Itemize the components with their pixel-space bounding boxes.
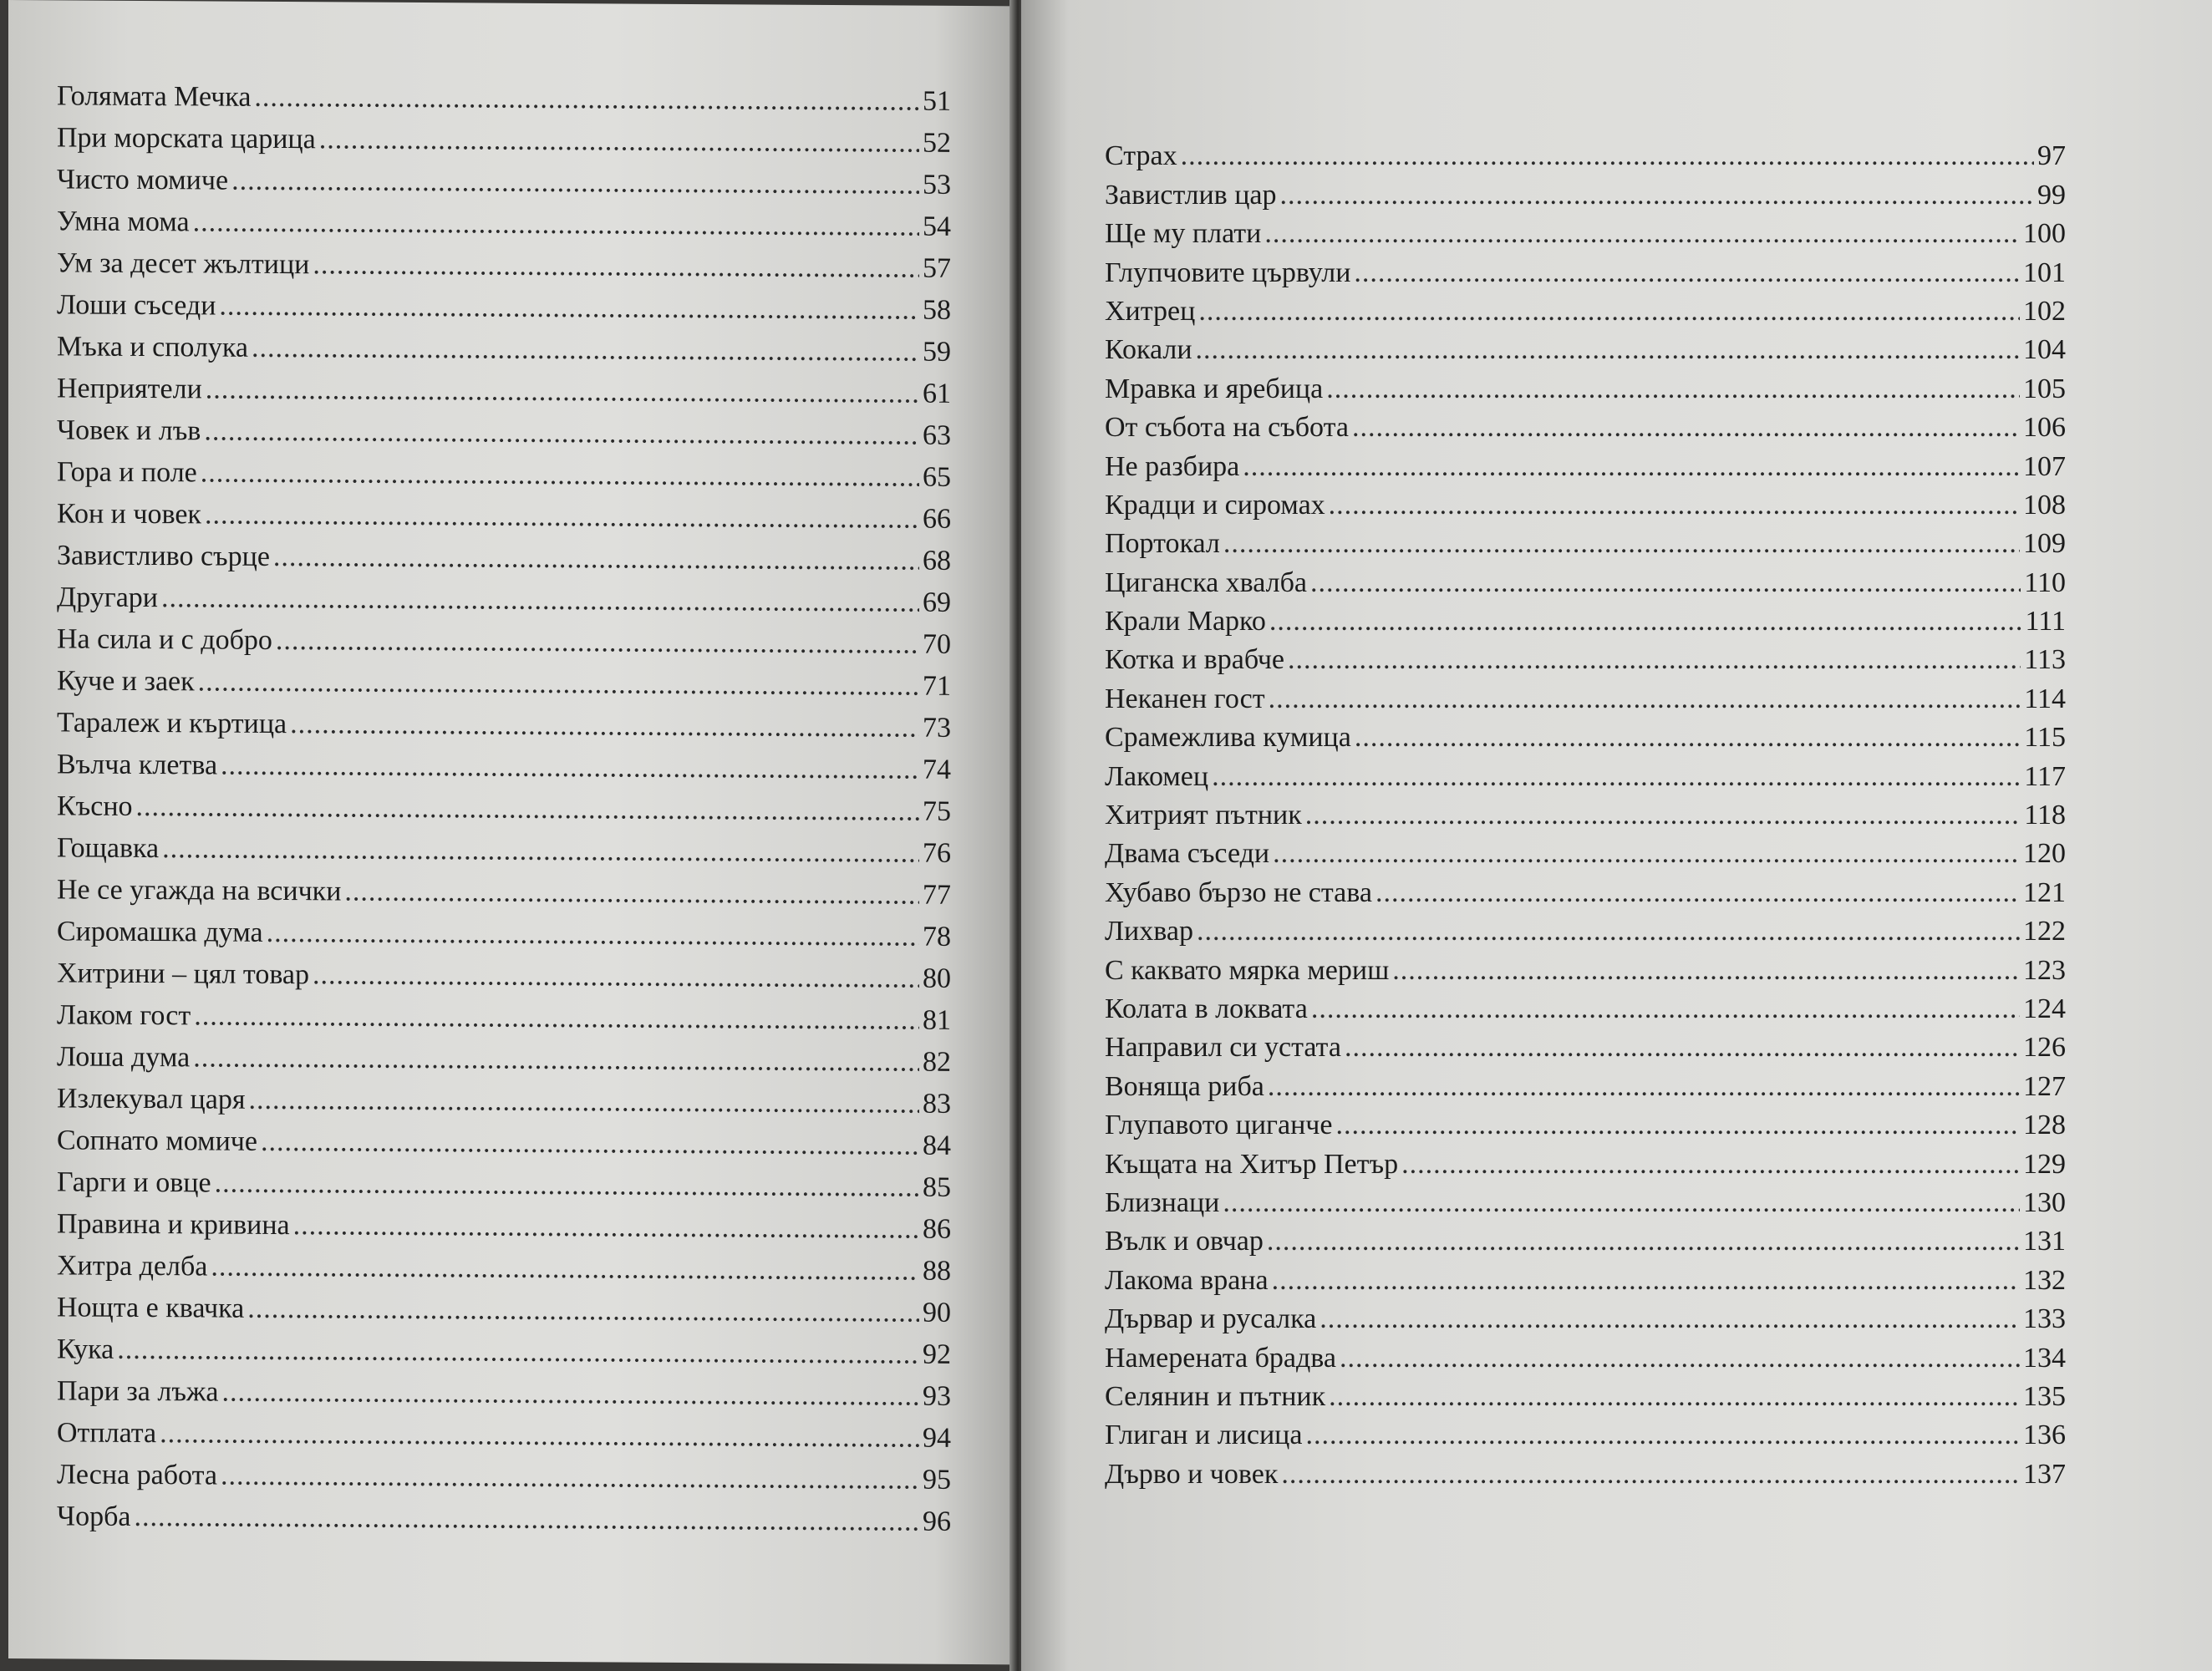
toc-entry-title: Гора и поле xyxy=(57,456,197,489)
dot-leader xyxy=(313,251,919,282)
toc-entry-title: Куче и заек xyxy=(57,665,195,698)
toc-entry xyxy=(1105,442,2066,480)
dot-leader xyxy=(193,208,919,241)
dot-leader xyxy=(1197,917,2020,946)
toc-entry-title: Мъка и сполука xyxy=(57,331,249,363)
toc-entry xyxy=(57,779,951,826)
toc-entry-page-number: 65 xyxy=(923,461,951,493)
toc-entry-page-number: 107 xyxy=(2023,450,2066,482)
toc-entry-title: Голямата Мечка xyxy=(57,80,252,113)
dot-leader xyxy=(193,1044,919,1076)
toc-entry-title: Отплата xyxy=(57,1417,157,1450)
toc-entry-title: Умна мома xyxy=(57,206,190,238)
toc-entry-page-number: 99 xyxy=(2037,179,2066,211)
toc-entry xyxy=(57,236,951,283)
toc-entry xyxy=(57,69,951,116)
toc-entry xyxy=(57,1155,951,1202)
toc-entry-page-number: 88 xyxy=(923,1255,951,1287)
toc-entry-title: Лаком гост xyxy=(57,999,191,1032)
toc-entry-page-number: 81 xyxy=(923,1004,951,1036)
toc-entry-title: Намерената брадва xyxy=(1105,1342,1336,1374)
toc-entry-page-number: 69 xyxy=(923,587,951,618)
toc-entry-title: Лесна работа xyxy=(57,1459,217,1491)
toc-entry-title: Циганска хвалба xyxy=(1105,566,1308,598)
toc-entry xyxy=(57,194,951,241)
dot-leader xyxy=(117,1336,919,1369)
toc-entry-title: Селянин и пътник xyxy=(1105,1380,1326,1412)
toc-entry-page-number: 83 xyxy=(923,1088,951,1120)
toc-entry-page-number: 104 xyxy=(2023,334,2066,366)
toc-entry-page-number: 113 xyxy=(2024,644,2066,676)
toc-entry-title: Близнаци xyxy=(1105,1186,1220,1218)
dot-leader xyxy=(219,292,919,325)
toc-entry-title: Таралеж и къртица xyxy=(57,707,287,740)
dot-leader xyxy=(215,1170,919,1202)
toc-entry-title: От събота на събота xyxy=(1105,412,1349,444)
toc-entry-page-number: 109 xyxy=(2023,528,2066,560)
toc-entry-page-number: 92 xyxy=(923,1338,951,1370)
toc-entry xyxy=(57,1405,951,1453)
toc-entry-page-number: 127 xyxy=(2023,1070,2066,1102)
toc-entry xyxy=(1105,1217,2066,1256)
toc-entry xyxy=(1105,1411,2066,1450)
dot-leader xyxy=(1281,1460,2020,1489)
toc-entry-title: Вълк и овчар xyxy=(1105,1226,1264,1257)
toc-entry-title: Вълча клетва xyxy=(57,749,218,781)
toc-entry-title: Лоша дума xyxy=(57,1041,191,1074)
toc-entry-title: Лакома врана xyxy=(1105,1264,1269,1296)
toc-entry-page-number: 100 xyxy=(2023,218,2066,250)
toc-entry-title: Крали Марко xyxy=(1105,606,1266,637)
toc-entry-page-number: 97 xyxy=(2037,140,2066,172)
toc-entry-page-number: 84 xyxy=(923,1130,951,1161)
toc-entry-page-number: 63 xyxy=(923,419,951,451)
toc-entry-title: Глиган и лисица xyxy=(1105,1420,1303,1451)
toc-entry-title: Излекувал царя xyxy=(57,1083,246,1115)
toc-entry-title: Дърво и човек xyxy=(1105,1458,1279,1490)
dot-leader xyxy=(1305,1421,2020,1450)
dot-leader xyxy=(344,877,919,909)
dot-leader xyxy=(1269,685,2021,714)
toc-entry-title: Дървар и русалка xyxy=(1105,1303,1317,1335)
dot-leader xyxy=(1329,491,2020,520)
dot-leader xyxy=(198,668,919,700)
toc-entry-page-number: 135 xyxy=(2023,1380,2066,1412)
dot-leader xyxy=(1335,1111,2020,1140)
toc-entry xyxy=(1105,1140,2066,1178)
toc-entry-title: Сиромашка дума xyxy=(57,916,263,948)
toc-entry xyxy=(1105,404,2066,442)
toc-entry-page-number: 121 xyxy=(2023,876,2066,908)
toc-entry xyxy=(1105,1450,2066,1488)
dot-leader xyxy=(1340,1344,2020,1373)
toc-entry-title: Страх xyxy=(1105,140,1177,172)
dot-leader xyxy=(1273,840,2020,868)
dot-leader xyxy=(1305,801,2021,830)
toc-entry xyxy=(1105,170,2066,209)
toc-entry xyxy=(57,612,951,659)
toc-entry xyxy=(57,1280,951,1328)
toc-entry-title: Хубаво бързо не става xyxy=(1105,876,1372,908)
toc-entry-title: Другари xyxy=(57,582,158,614)
toc-entry-page-number: 131 xyxy=(2023,1226,2066,1257)
toc-entry-page-number: 133 xyxy=(2023,1303,2066,1335)
dot-leader xyxy=(205,500,919,533)
toc-entry-page-number: 102 xyxy=(2023,295,2066,327)
toc-entry-page-number: 118 xyxy=(2024,800,2066,831)
toc-entry-page-number: 115 xyxy=(2024,722,2066,754)
toc-entry-title: Срамежлива кумица xyxy=(1105,722,1351,754)
dot-leader xyxy=(206,375,919,408)
toc-entry-page-number: 66 xyxy=(923,503,951,535)
dot-leader xyxy=(293,1211,919,1244)
dot-leader xyxy=(267,919,919,952)
toc-entry-page-number: 53 xyxy=(923,169,951,201)
toc-entry xyxy=(57,862,951,910)
dot-leader xyxy=(231,167,919,200)
toc-entry xyxy=(57,946,951,993)
toc-entry xyxy=(57,486,951,534)
toc-entry-title: Чисто момиче xyxy=(57,164,229,196)
toc-entry xyxy=(57,444,951,492)
dot-leader xyxy=(1288,646,2021,674)
toc-entry-title: При морската царица xyxy=(57,122,316,155)
dot-leader xyxy=(247,1295,919,1328)
toc-entry-title: Сопнато момиче xyxy=(57,1125,257,1157)
dot-leader xyxy=(1264,220,2020,248)
toc-entry-title: Лоши съседи xyxy=(57,289,216,322)
toc-entry xyxy=(1105,326,2066,364)
toc-entry xyxy=(1105,481,2066,520)
toc-entry xyxy=(1105,287,2066,326)
toc-entry xyxy=(57,1029,951,1077)
toc-entry xyxy=(57,904,951,952)
toc-entry-title: Портокал xyxy=(1105,528,1220,560)
toc-entry xyxy=(1105,907,2066,946)
dot-leader xyxy=(248,1086,919,1119)
toc-entry xyxy=(1105,1101,2066,1140)
toc-entry-title: Пари за лъжа xyxy=(57,1375,219,1408)
toc-entry xyxy=(1105,1179,2066,1217)
toc-entry-page-number: 132 xyxy=(2023,1264,2066,1296)
toc-entry-page-number: 123 xyxy=(2023,954,2066,986)
toc-entry-page-number: 82 xyxy=(923,1046,951,1078)
dot-leader xyxy=(1272,1267,2020,1295)
dot-leader xyxy=(136,793,919,826)
toc-entry-title: Кокали xyxy=(1105,334,1192,366)
toc-entry-page-number: 74 xyxy=(923,754,951,785)
toc-entry-page-number: 106 xyxy=(2023,412,2066,444)
toc-entry-title: Колата в локвата xyxy=(1105,993,1308,1024)
toc-entry-title: Хитра делба xyxy=(57,1250,208,1282)
dot-leader xyxy=(319,125,919,157)
right-page xyxy=(1021,0,2212,1671)
toc-entry-title: Глупчовите цървули xyxy=(1105,256,1351,288)
toc-entry-page-number: 73 xyxy=(923,712,951,744)
toc-entry xyxy=(57,1238,951,1286)
toc-entry-title: На сила и с добро xyxy=(57,623,272,656)
toc-entry xyxy=(57,1364,951,1411)
toc-entry xyxy=(57,319,951,367)
toc-entry-page-number: 68 xyxy=(923,545,951,576)
toc-entry-title: Правина и кривина xyxy=(57,1208,290,1242)
dot-leader xyxy=(252,334,919,367)
toc-entry xyxy=(1105,674,2066,713)
dot-leader xyxy=(204,417,919,449)
toc-list-right xyxy=(1105,132,2066,1489)
toc-entry xyxy=(57,403,951,450)
toc-entry-title: Хитрини – цял товар xyxy=(57,957,310,991)
toc-entry-page-number: 54 xyxy=(923,211,951,242)
toc-entry xyxy=(57,988,951,1035)
toc-entry-title: Ум за десет жълтици xyxy=(57,247,310,281)
toc-entry-title: Нощта е квачка xyxy=(57,1292,245,1324)
toc-entry-title: Крадци и сиромах xyxy=(1105,489,1325,521)
toc-entry xyxy=(1105,248,2066,287)
toc-entry-page-number: 96 xyxy=(923,1506,951,1537)
toc-entry-page-number: 129 xyxy=(2023,1148,2066,1180)
toc-entry-page-number: 86 xyxy=(923,1213,951,1245)
toc-entry-title: Завистливо сърце xyxy=(57,540,270,572)
toc-entry-page-number: 134 xyxy=(2023,1342,2066,1374)
toc-entry-page-number: 58 xyxy=(923,294,951,326)
dot-leader xyxy=(201,459,919,491)
toc-entry xyxy=(1105,210,2066,248)
toc-entry xyxy=(57,653,951,701)
dot-leader xyxy=(1279,181,2034,210)
toc-entry-page-number: 126 xyxy=(2023,1032,2066,1064)
toc-entry-title: Гощавка xyxy=(57,832,160,865)
dot-leader xyxy=(1329,1383,2020,1411)
toc-entry-title: Кон и човек xyxy=(57,498,201,531)
toc-entry xyxy=(57,1071,951,1119)
dot-leader xyxy=(1355,724,2021,752)
dot-leader xyxy=(194,1002,919,1034)
toc-entry-page-number: 95 xyxy=(923,1464,951,1496)
dot-leader xyxy=(1212,763,2021,791)
dot-leader xyxy=(254,84,919,116)
toc-entry xyxy=(1105,520,2066,558)
toc-entry xyxy=(1105,558,2066,597)
dot-leader xyxy=(160,1420,919,1453)
toc-entry xyxy=(57,820,951,868)
toc-entry xyxy=(1105,1062,2066,1100)
dot-leader xyxy=(161,584,919,617)
toc-entry xyxy=(1105,985,2066,1023)
toc-entry-page-number: 75 xyxy=(923,795,951,827)
toc-entry xyxy=(57,110,951,158)
toc-entry-title: Ще му плати xyxy=(1105,218,1262,250)
toc-entry-title: Гарги и овце xyxy=(57,1166,211,1199)
dot-leader xyxy=(290,710,919,743)
toc-entry-title: Лихвар xyxy=(1105,916,1193,947)
toc-entry-title: Човек и лъв xyxy=(57,414,201,447)
dot-leader xyxy=(1352,414,2020,442)
dot-leader xyxy=(1269,607,2022,636)
toc-entry xyxy=(57,1113,951,1161)
toc-entry-page-number: 110 xyxy=(2024,566,2066,598)
dot-leader xyxy=(162,835,919,868)
dot-leader xyxy=(1268,1073,2020,1101)
toc-entry-page-number: 105 xyxy=(2023,373,2066,404)
dot-leader xyxy=(1223,1189,2020,1217)
dot-leader xyxy=(1326,375,2020,404)
toc-entry xyxy=(57,1322,951,1369)
toc-entry xyxy=(57,1196,951,1244)
toc-entry xyxy=(1105,752,2066,790)
toc-entry-page-number: 78 xyxy=(923,921,951,952)
toc-entry xyxy=(1105,1256,2066,1294)
toc-entry-title: С каквато мярка мериш xyxy=(1105,954,1390,986)
toc-entry-page-number: 76 xyxy=(923,837,951,869)
toc-entry-page-number: 85 xyxy=(923,1171,951,1203)
toc-entry-title: Завистлив цар xyxy=(1105,179,1277,211)
dot-leader xyxy=(313,961,919,993)
toc-entry-page-number: 57 xyxy=(923,252,951,284)
toc-list-left xyxy=(57,69,951,1536)
toc-entry-title: Хитрец xyxy=(1105,295,1196,327)
toc-entry xyxy=(57,695,951,743)
toc-entry xyxy=(1105,636,2066,674)
toc-entry-title: Късно xyxy=(57,790,133,822)
toc-entry-page-number: 93 xyxy=(923,1380,951,1412)
dot-leader xyxy=(1310,569,2021,597)
toc-entry-page-number: 120 xyxy=(2023,838,2066,870)
toc-entry-page-number: 101 xyxy=(2023,256,2066,288)
toc-entry-title: Глупавото циганче xyxy=(1105,1110,1333,1141)
toc-entry xyxy=(1105,1295,2066,1333)
dot-leader xyxy=(1198,297,2020,326)
toc-entry-page-number: 124 xyxy=(2023,993,2066,1024)
dot-leader xyxy=(1320,1305,2020,1333)
dot-leader xyxy=(261,1128,919,1161)
toc-entry xyxy=(57,277,951,325)
toc-entry-page-number: 136 xyxy=(2023,1420,2066,1451)
toc-entry-title: Неканен гост xyxy=(1105,683,1265,714)
toc-entry-page-number: 94 xyxy=(923,1422,951,1454)
toc-entry-title: Воняща риба xyxy=(1105,1070,1264,1102)
dot-leader xyxy=(1401,1150,2020,1179)
toc-entry xyxy=(1105,364,2066,403)
toc-entry-title: Къщата на Хитър Петър xyxy=(1105,1148,1399,1180)
toc-entry-page-number: 137 xyxy=(2023,1458,2066,1490)
toc-entry xyxy=(1105,830,2066,868)
dot-leader xyxy=(222,1379,920,1411)
toc-entry-page-number: 90 xyxy=(923,1297,951,1328)
dot-leader xyxy=(1267,1227,2020,1256)
toc-entry-page-number: 70 xyxy=(923,628,951,660)
toc-entry xyxy=(57,528,951,576)
toc-entry xyxy=(1105,132,2066,170)
toc-entry-page-number: 122 xyxy=(2023,916,2066,947)
dot-leader xyxy=(1345,1034,2020,1062)
toc-entry-page-number: 111 xyxy=(2025,606,2066,637)
toc-entry xyxy=(57,1489,951,1536)
toc-entry xyxy=(57,570,951,617)
toc-entry-title: Котка и врабче xyxy=(1105,644,1285,676)
dot-leader xyxy=(273,543,919,576)
toc-entry-page-number: 71 xyxy=(923,670,951,702)
toc-entry-title: Не се угажда на всички xyxy=(57,874,342,907)
toc-entry-page-number: 59 xyxy=(923,336,951,368)
toc-entry xyxy=(1105,597,2066,636)
dot-leader xyxy=(221,1462,919,1495)
toc-entry-title: Чорба xyxy=(57,1501,131,1532)
dot-leader xyxy=(1354,259,2020,287)
toc-entry xyxy=(57,152,951,200)
toc-entry xyxy=(1105,791,2066,830)
toc-entry xyxy=(1105,946,2066,984)
dot-leader xyxy=(1311,995,2020,1023)
toc-entry xyxy=(1105,1333,2066,1372)
toc-entry-title: Направил си устата xyxy=(1105,1032,1341,1064)
toc-entry-page-number: 117 xyxy=(2024,760,2066,792)
toc-entry-title: Кука xyxy=(57,1333,114,1365)
toc-entry xyxy=(57,737,951,785)
toc-entry xyxy=(1105,1373,2066,1411)
dot-leader xyxy=(1376,879,2020,907)
toc-entry-title: Мравка и яребица xyxy=(1105,373,1324,404)
toc-entry-page-number: 114 xyxy=(2024,683,2066,714)
toc-entry xyxy=(57,1447,951,1495)
toc-entry-page-number: 108 xyxy=(2023,489,2066,521)
dot-leader xyxy=(1243,453,2020,481)
toc-entry-page-number: 77 xyxy=(923,879,951,911)
toc-entry xyxy=(1105,1023,2066,1062)
toc-entry xyxy=(57,361,951,409)
dot-leader xyxy=(135,1503,920,1536)
toc-entry-page-number: 51 xyxy=(923,85,951,117)
toc-entry-page-number: 52 xyxy=(923,127,951,159)
toc-entry-page-number: 61 xyxy=(923,378,951,409)
toc-entry-title: Лакомец xyxy=(1105,760,1209,792)
left-page xyxy=(8,0,1015,1664)
toc-entry-title: Неприятели xyxy=(57,373,202,405)
dot-leader xyxy=(1181,142,2034,170)
dot-leader xyxy=(1196,336,2020,364)
toc-entry-title: Двама съседи xyxy=(1105,838,1270,870)
toc-entry-page-number: 130 xyxy=(2023,1186,2066,1218)
dot-leader xyxy=(1392,957,2020,985)
toc-entry-page-number: 80 xyxy=(923,962,951,994)
toc-entry xyxy=(1105,868,2066,907)
toc-entry-page-number: 128 xyxy=(2023,1110,2066,1141)
dot-leader xyxy=(221,752,919,785)
toc-entry-title: Не разбира xyxy=(1105,450,1240,482)
toc-entry xyxy=(1105,714,2066,752)
dot-leader xyxy=(1223,530,2020,558)
dot-leader xyxy=(276,627,919,659)
dot-leader xyxy=(211,1252,919,1285)
toc-entry-title: Хитрият пътник xyxy=(1105,800,1302,831)
